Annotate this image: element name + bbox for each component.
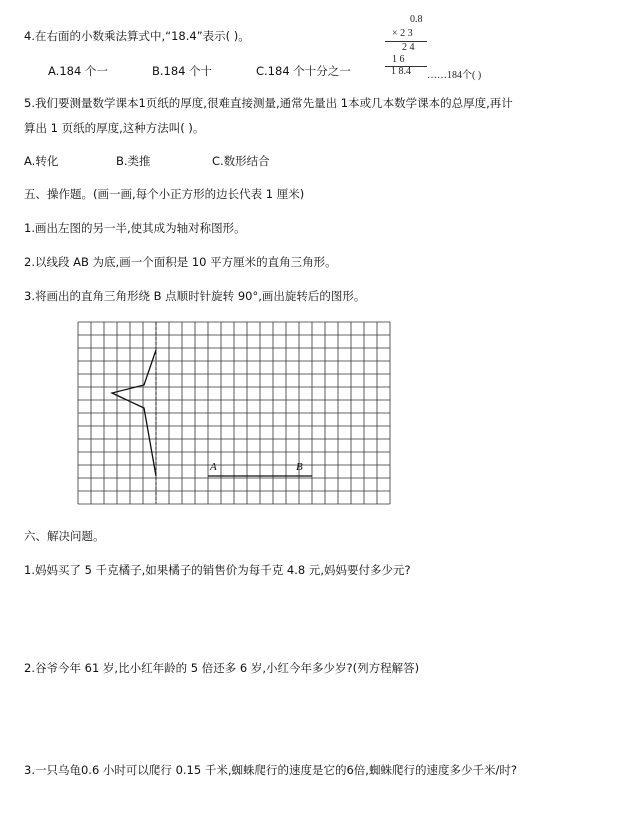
vm-result: 1 8.4 — [391, 66, 411, 77]
label-a: A — [210, 461, 217, 473]
q5-text-line1: 5.我们要测量数学课本1页纸的厚度,很难直接测量,通常先量出 1本或几本数学课本的总厚度,再计 — [24, 96, 513, 110]
label-b: B — [296, 461, 303, 473]
section5-item-3: 3.将画出的直角三角形绕 B 点顺时针旋转 90°,画出旋转后的图形。 — [24, 289, 366, 303]
q4-text: 4.在右面的小数乘法算式中,“18.4”表示( )。 — [24, 29, 250, 43]
section6-item-3: 3.一只乌龟0.6 小时可以爬行 0.15 千米,蜘蛛爬行的速度是它的6倍,蜘蛛爬行的速度多少千米/时? — [24, 763, 517, 777]
vm-partial-2: 1 6 — [392, 54, 405, 65]
section5-heading: 五、操作题。(画一画,每个小正方形的边长代表 1 厘米) — [24, 187, 305, 201]
q5-option-a: A.转化 — [24, 154, 59, 168]
section6-item-2: 2.谷爷今年 61 岁,比小红年龄的 5 倍还多 6 岁,小红今年多少岁?(列方程解答) — [24, 661, 420, 675]
grid-lines — [78, 322, 390, 504]
vm-note: ……184个( ) — [427, 70, 482, 81]
q5-option-c: C.数形结合 — [212, 154, 270, 168]
section6-heading: 六、解决问题。 — [24, 529, 105, 543]
q5-text-line2: 算出 1 页纸的厚度,这种方法叫( )。 — [24, 121, 205, 135]
q5-option-b: B.类推 — [116, 154, 151, 168]
vm-multiplicand: 0.8 — [410, 14, 423, 25]
vm-multiplier: × 2 3 — [392, 28, 413, 39]
section5-item-2: 2.以线段 AB 为底,画一个面积是 10 平方厘米的直角三角形。 — [24, 255, 337, 269]
section6-item-1: 1.妈妈买了 5 千克橘子,如果橘子的销售价为每千克 4.8 元,妈妈要付多少元? — [24, 563, 411, 577]
q4-option-b: B.184 个十 — [152, 64, 213, 78]
q4-option-a: A.184 个一 — [48, 64, 108, 78]
section5-item-1: 1.画出左图的另一半,使其成为轴对称图形。 — [24, 221, 246, 235]
vm-partial-1: 2 4 — [402, 42, 415, 53]
q4-option-c: C.184 个十分之一 — [256, 64, 351, 78]
